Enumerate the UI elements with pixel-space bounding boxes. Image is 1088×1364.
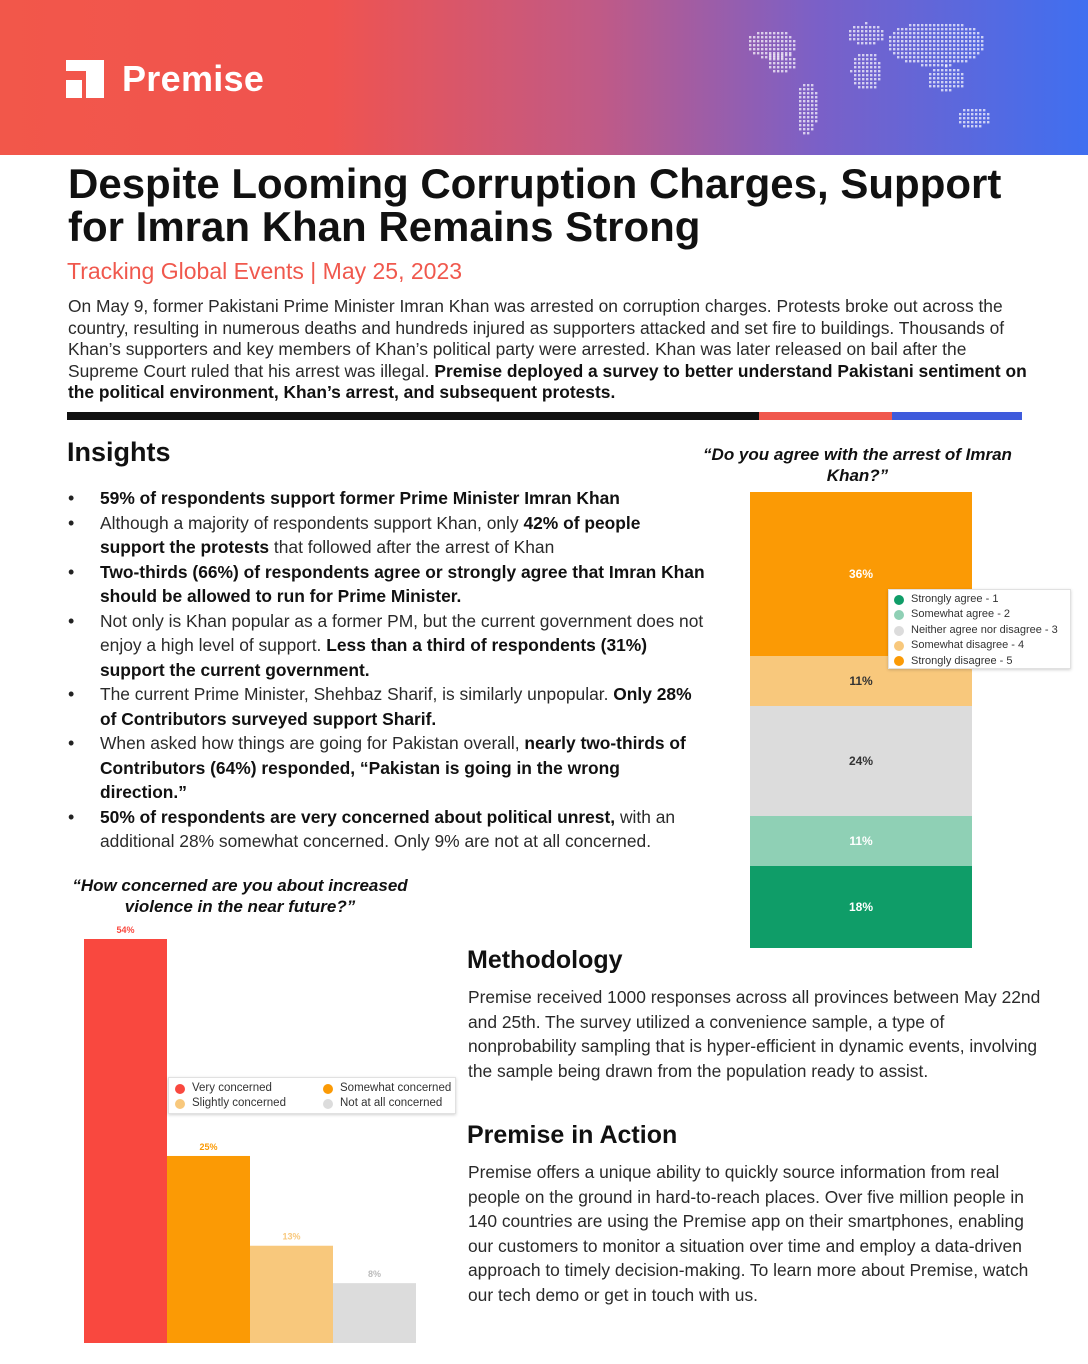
bar-label: 13% (282, 1231, 301, 1242)
insight-text: Although a majority of respondents support Khan, only (100, 512, 524, 533)
legend-label: Strongly disagree - 5 (911, 654, 1013, 667)
legend-dot-icon (323, 1099, 333, 1109)
bar-label: 54% (116, 925, 135, 935)
legend-entry (894, 623, 1065, 638)
bar (333, 1283, 416, 1343)
legend-entry (323, 1081, 453, 1096)
premise-logo[interactable] (66, 58, 264, 100)
methodology-heading: Methodology (467, 946, 623, 974)
subtitle: Tracking Global Events | May 25, 2023 (67, 258, 463, 284)
arrest-chart-legend (888, 589, 1071, 669)
legend-dot-icon (894, 626, 904, 636)
insight-text: The current Prime Minister, Shehbaz Sharif, is similarly unpopular. (100, 684, 614, 704)
section-divider (67, 412, 1022, 420)
stack-segment (750, 866, 972, 948)
arrest-chart-title: “Do you agree with the arrest of Imran Khan?” (703, 445, 1012, 485)
insight-text: that followed after the arrest of Khan (269, 537, 555, 557)
methodology-text: Premise received 1000 responses across all provinces between May 22nd and 25th. The survey utilized a convenience sample, a type of nonprobability sampling that is hyper-efficient in dynamic events, involving the sample being drawn from the population ready to assist. (468, 987, 1041, 1081)
stack-segment-label: 11% (849, 833, 873, 848)
legend-dot-icon (894, 595, 904, 605)
premise-in-action-text: Premise offers a unique ability to quickly source information from real people on the ground in hard-to-reach places. Over five million people in 140 countries are using the Premise app on their smartphones, enabling our customers to monitor a situation over time and employ a data-driven approach to timely decision-making. To learn more about Premise, watch our tech demo or get in touch with us. (468, 1162, 1029, 1305)
page-title: Despite Looming Corruption Charges, Support for Imran Khan Remains Strong (68, 160, 1002, 250)
legend-dot-icon (894, 656, 904, 666)
legend-label: Very concerned (192, 1082, 272, 1094)
stack-segment-label: 11% (849, 674, 873, 689)
stack-segment (750, 706, 972, 815)
legend-dot-icon (323, 1084, 333, 1094)
insight-item (68, 682, 708, 731)
bar (84, 939, 167, 1343)
legend-entry (894, 592, 1065, 607)
insight-text: Two-thirds (66%) of respondents agree or strongly agree that Imran Khan should be allowed to run for Prime Minister. (100, 561, 705, 606)
legend-entry (323, 1096, 453, 1111)
insight-item (68, 560, 708, 609)
insights-heading: Insights (67, 437, 171, 467)
world-map-icon (725, 10, 1005, 145)
legend-entry (894, 607, 1065, 622)
bar (250, 1246, 333, 1343)
bar-label: 8% (367, 1269, 382, 1280)
legend-dot-icon (175, 1099, 185, 1109)
insight-item (68, 511, 708, 560)
intro-paragraph: On May 9, former Pakistani Prime Minister Imran Khan was arrested on corruption charges. Protests broke out across the country, resulting in numerous deaths and hundreds injured as supporters attacked and set fire to buildings. Thousands of Khan’s supporters and key members of Khan’s political party were arrested. Khan was later released on bail after the Supreme Court ruled that his arrest was illegal. Premise deployed a survey to better understand Pakistani sentiment on the political environment, Khan’s arrest, and subsequent protests. (68, 296, 1027, 402)
insight-text: 59% of respondents support former Prime Minister Imran Khan (100, 488, 620, 508)
insight-text: Not only is Khan popular as a former PM, but the current government does not enjoy a high level of support. (100, 610, 704, 655)
violence-chart-legend (168, 1077, 456, 1114)
insight-text: 42% of people support the protests (100, 512, 641, 557)
stack-segment (750, 816, 972, 866)
stack-segment-label: 36% (848, 567, 874, 582)
logo-text: Premise (122, 58, 265, 99)
violence-bar-chart (60, 920, 460, 1350)
legend-dot-icon (894, 641, 904, 651)
insight-text: Only 28% of Contributors surveyed support Sharif. (100, 684, 692, 729)
header-banner (0, 0, 1088, 155)
legend-label: Not at all concerned (340, 1097, 443, 1109)
arrest-stacked-bar (750, 492, 972, 948)
legend-entry (175, 1081, 323, 1096)
legend-entry (175, 1096, 323, 1111)
legend-label: Somewhat disagree - 4 (911, 639, 1025, 652)
insight-item (68, 609, 708, 683)
insight-text: 50% of respondents are very concerned about political unrest, (100, 806, 616, 827)
premise-in-action-heading: Premise in Action (467, 1121, 678, 1149)
insight-item (68, 805, 708, 854)
bar (167, 1156, 250, 1343)
insight-item (68, 731, 708, 805)
legend-label: Slightly concerned (192, 1097, 286, 1109)
insight-text: When asked how things are going for Pakistan overall, (100, 733, 525, 753)
bar-label: 25% (199, 1141, 218, 1152)
insight-text: nearly two-thirds of Contributors (64%) responded, “Pakistan is going in the wrong direction.” (100, 733, 686, 802)
premise-logo-icon (66, 60, 104, 98)
legend-label: Somewhat agree - 2 (911, 608, 1011, 621)
insights-list (68, 486, 708, 854)
legend-entry (894, 638, 1065, 653)
insight-text: Less than a third of respondents (31%) support the current government. (100, 635, 648, 680)
legend-entry (894, 654, 1065, 669)
legend-label: Neither agree nor disagree - 3 (911, 623, 1058, 636)
legend-dot-icon (894, 610, 904, 620)
stack-segment-label: 24% (848, 754, 874, 769)
legend-label: Strongly agree - 1 (911, 593, 999, 605)
stack-segment-label: 18% (848, 899, 874, 914)
legend-label: Somewhat concerned (340, 1082, 452, 1094)
insight-text: with an additional 28% somewhat concerned. Only 9% are not at all concerned. (100, 806, 676, 851)
violence-chart-title: “How concerned are you about increased violence in the near future?” (72, 876, 408, 916)
insight-item (68, 486, 708, 511)
legend-dot-icon (175, 1084, 185, 1094)
